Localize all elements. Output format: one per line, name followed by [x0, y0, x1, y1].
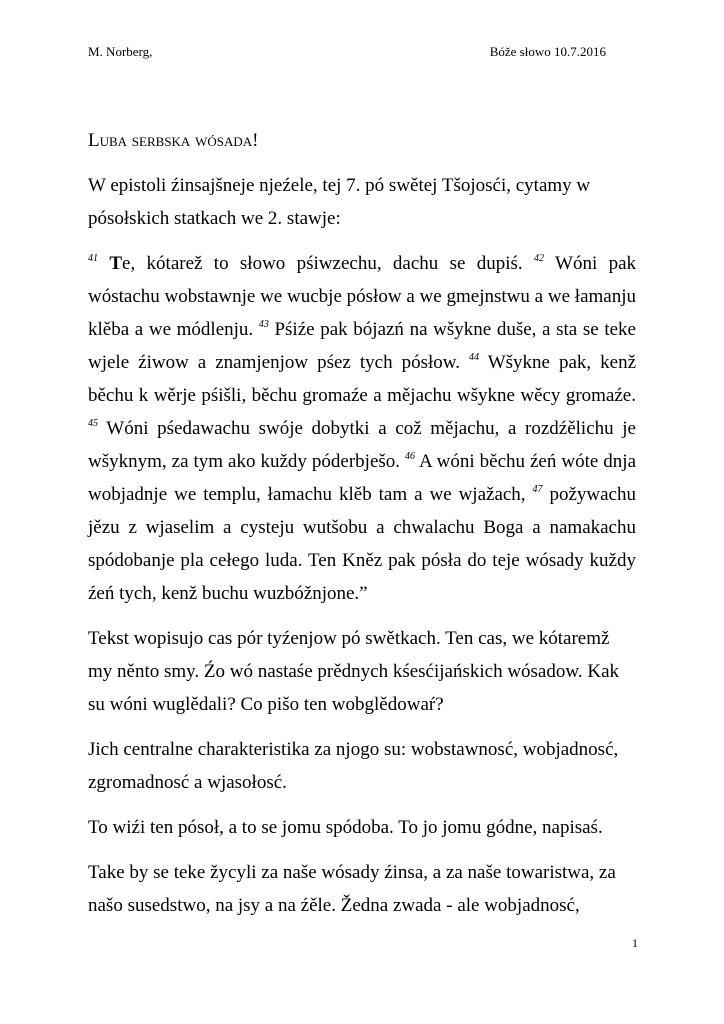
- verse-44-text: Wšykne pak, kenž běchu k wěrje pśišli, běchu gromaźe a mějachu wšykne wěcy gromaźe.: [88, 352, 637, 406]
- verse-41-initial: T: [109, 253, 123, 274]
- intro-line-2: pósołskich statkach we 2. stawje:: [88, 208, 341, 229]
- verse-number-47: 47: [532, 484, 543, 495]
- paragraph-4-line-2: našo susedstwo, na jsy a na źěle. Žedna zwada - ale wobjadnosć,: [88, 895, 580, 916]
- intro-line-1: W epistoli źinsajšneje njeźele, tej 7. pó swětej Tšojosći, cytamy w: [88, 175, 591, 196]
- verse-number-42: 42: [534, 253, 545, 264]
- paragraph-4-line-1: Take by se teke žycyli za naše wósady źinsa, a za naše towaristwa, za: [88, 862, 616, 883]
- verse-46-text: A wóni běchu źeń wóte dnja wobjadnje we templu, łamachu klěb tam a we wjažach,: [88, 451, 637, 505]
- header-author: M. Norberg,: [88, 44, 153, 59]
- verse-number-45: 45: [88, 418, 98, 429]
- intro-paragraph: [88, 169, 636, 235]
- verse-number-44: 44: [469, 352, 480, 363]
- verse-43-text: Pśiźe pak bójazń na wšykne duše, a sta se teke wjele źiwow a znamjenjow pśez tych pósłow.: [88, 319, 636, 373]
- paragraph-4: [88, 856, 636, 922]
- verse-number-41: 41: [88, 253, 98, 264]
- verse-41-text: e, kótarež to słowo pśiwzechu, dachu se dupiś.: [122, 253, 523, 274]
- salutation: Luba serbska wósada!: [88, 130, 259, 151]
- verse-42-text: Wóni pak wóstachu wobstawnje we wucbje pósłow a we gmejnstwu a we łamanju klěba a we módlenju.: [88, 253, 637, 340]
- header-title-date: Bóže słowo 10.7.2016: [489, 44, 606, 59]
- verse-47-text: požywachu jězu z wjaselim a cysteju wutšobu a chwalachu Boga a namakachu spódobanje pla cełego luda. Ten Kněz pak pósła do teje wósady kuždy źeń tych, kenž buchu wuzbóžnjone.”: [88, 484, 636, 604]
- document-body: [88, 124, 636, 934]
- scripture-quote: [88, 247, 636, 610]
- page-number: 1: [632, 936, 638, 950]
- paragraph-3: To wiźi ten pósoł, a to se jomu spódoba. To jo jomu gódne, napisaś.: [88, 817, 603, 838]
- verse-number-43: 43: [258, 319, 269, 330]
- paragraph-2: Jich centralne charakteristika za njogo su: wobstawnosć, wobjadnosć, zgromadnosć a wjasołosć.: [88, 739, 619, 793]
- paragraph-1: Tekst wopisujo cas pór tyźenjow pó swětkach. Ten cas, we kótaremž my něnto smy. Źo wó nastaśe prědnych kśesćijańskich wósadow. Kak su wóni wuglědali? Co pišo ten wobglědowaŕ?: [88, 628, 620, 715]
- verse-45-text: Wóni pśedawachu swóje dobytki a což mějachu, a rozdźělichu je wšyknym, za tym ako kuždy póderbješo.: [88, 418, 636, 472]
- verse-number-46: 46: [405, 451, 416, 462]
